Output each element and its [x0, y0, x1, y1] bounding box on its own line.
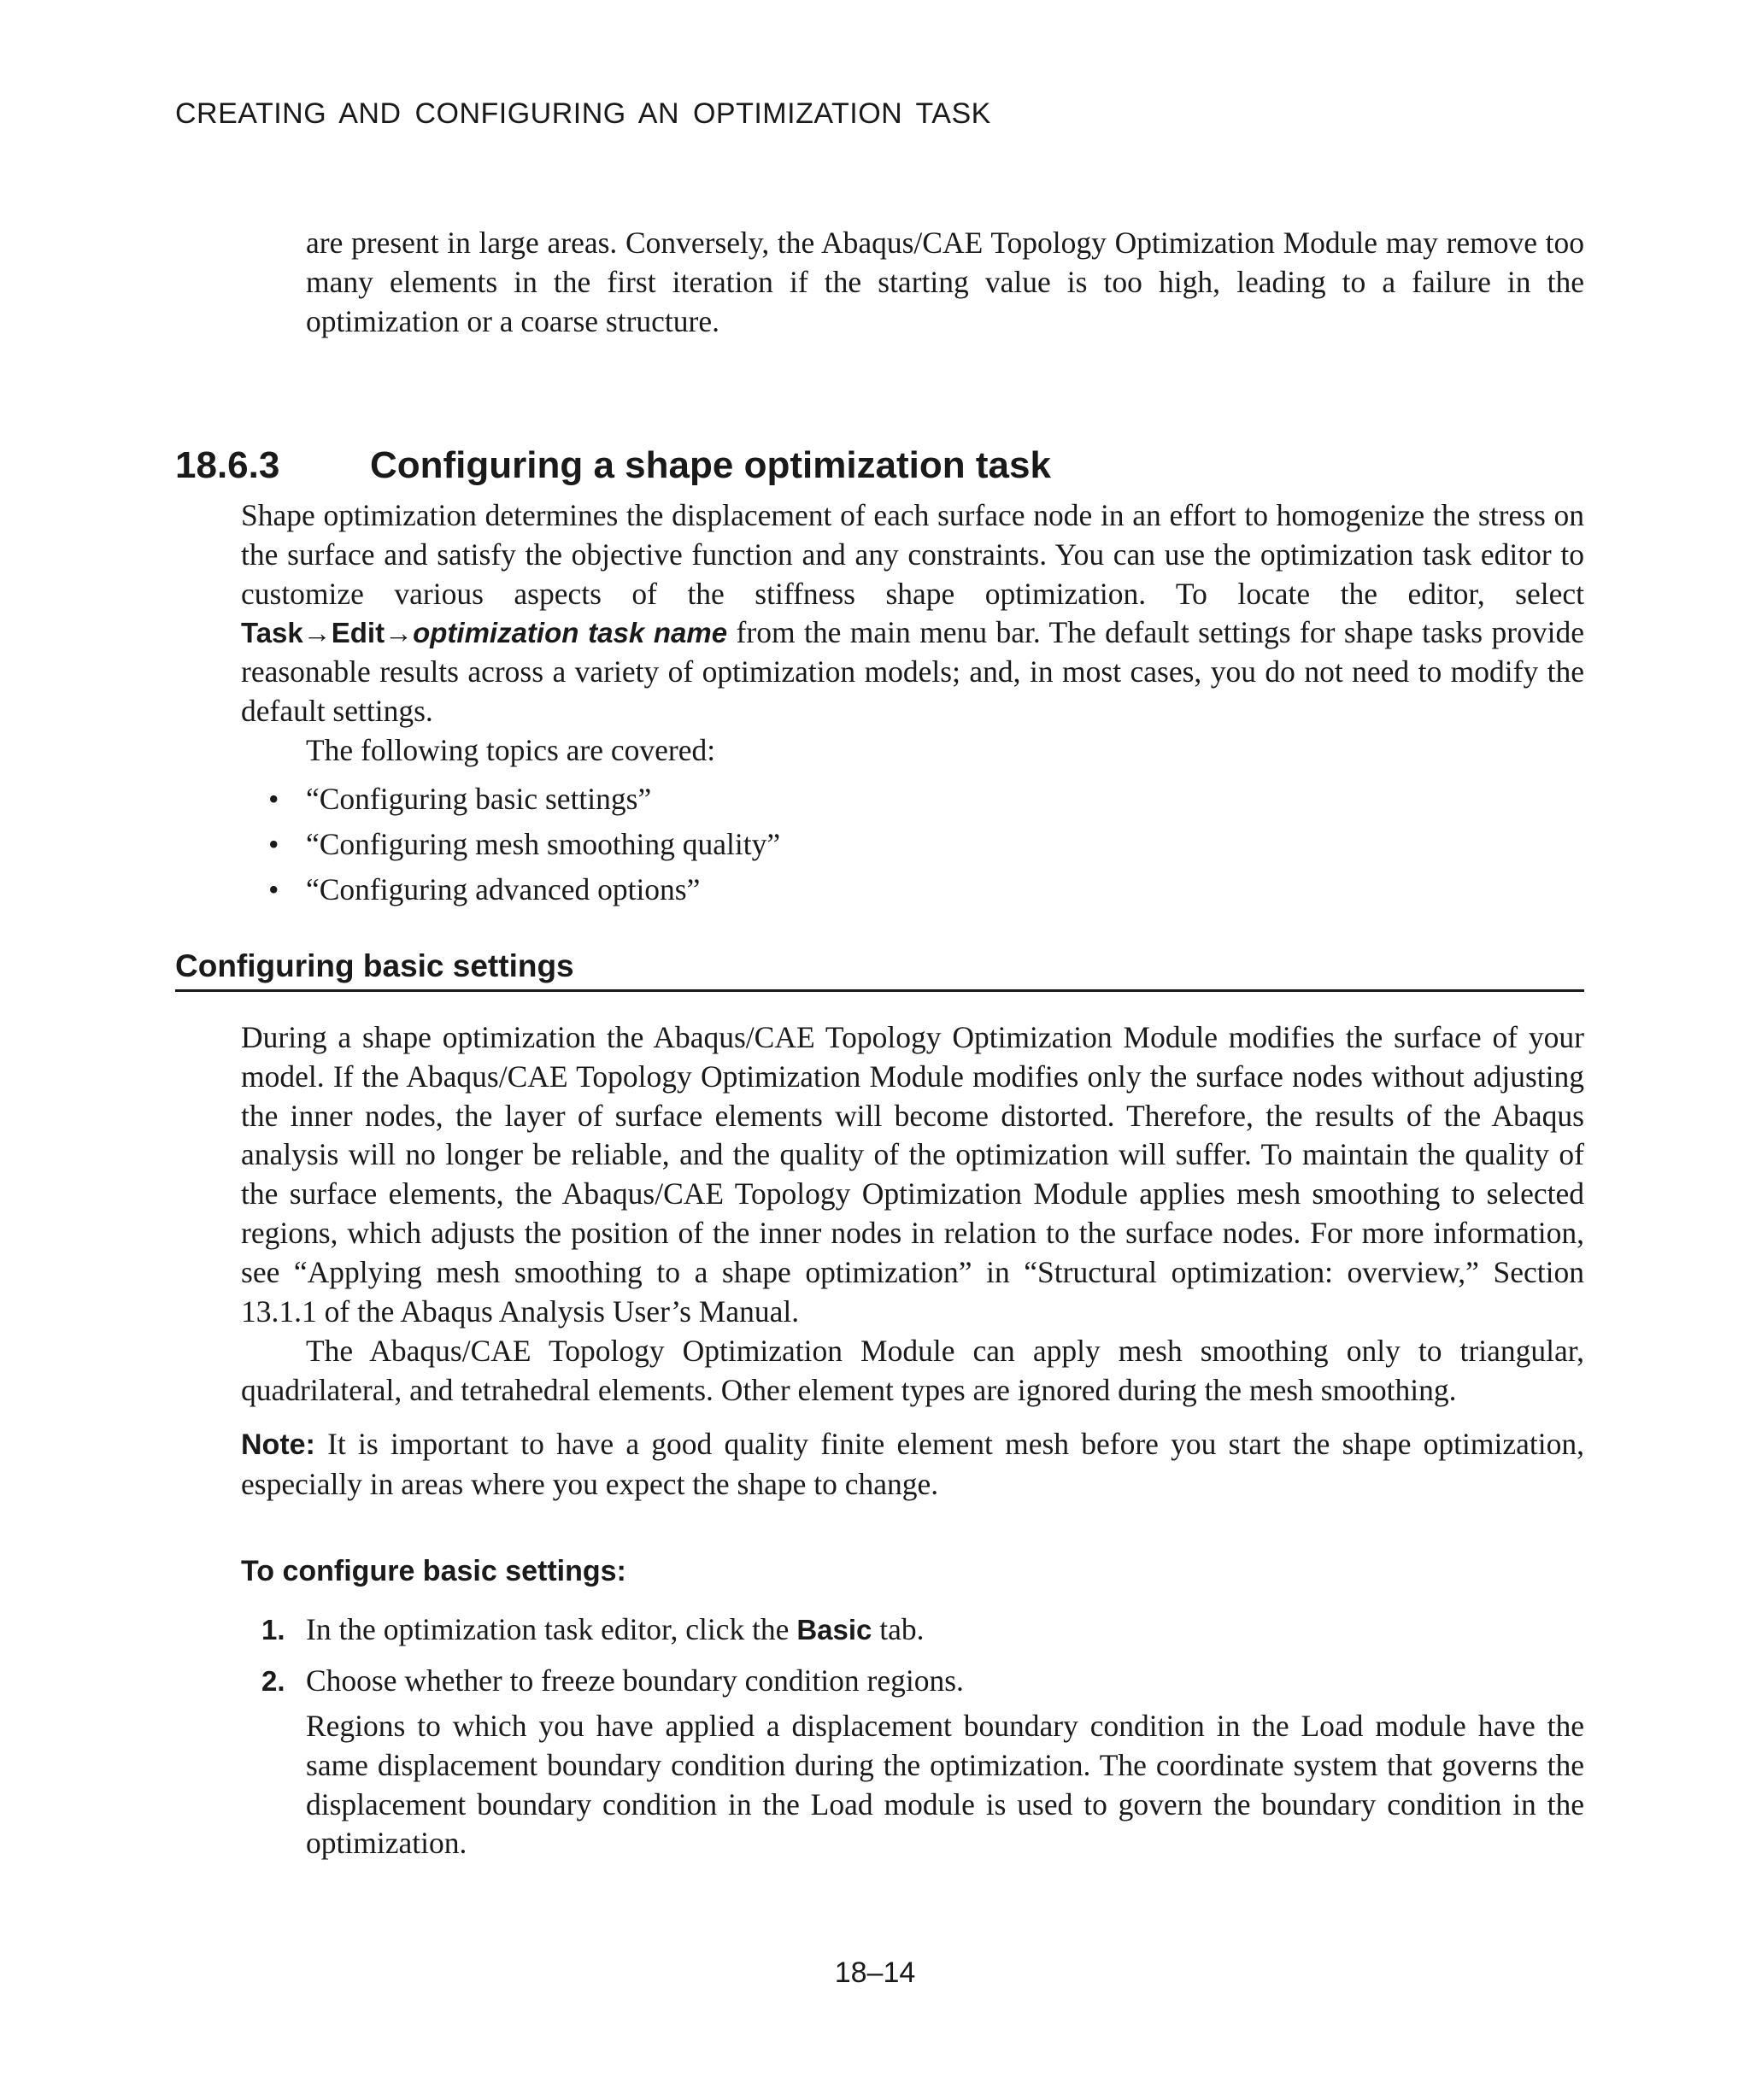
note-text: It is important to have a good quality finite element mesh before you start the shape optimization, especially in areas where you expect the shape to change. — [241, 1427, 1584, 1501]
page-number: 18–14 — [834, 1956, 916, 1989]
list-item — [241, 826, 1437, 871]
procedure-heading: To configure basic settings: — [241, 1555, 626, 1587]
step-text: Choose whether to freeze boundary condition regions. — [306, 1663, 964, 1698]
section-paragraph-part2: from the main menu bar. The default settings for shape tasks provide reasonable results across a variety of optimization models; and, in most cases, you do not need to modify the default settings. — [241, 615, 1584, 728]
topic-link: “Configuring advanced options” — [306, 872, 701, 906]
section-paragraph-part1: Shape optimization determines the displacement of each surface node in an effort to homogenize the stress on the surface and satisfy the objective function and any constraints. You can use the optimization task editor to customize various aspects of the stiffness shape optimization. To locate the editor, select — [241, 498, 1584, 611]
step-text-after: tab. — [879, 1612, 925, 1646]
menu-path: Task→Edit→ — [241, 617, 414, 649]
list-item — [241, 871, 1437, 917]
topics-intro: The following topics are covered: — [306, 733, 716, 767]
list-item — [241, 781, 1437, 826]
topic-link: “Configuring basic settings” — [306, 782, 652, 816]
section-title: Configuring a shape optimization task — [370, 444, 1051, 486]
note-label: Note: — [241, 1428, 315, 1461]
note — [241, 1425, 1584, 1505]
subsection-paragraph-2: The Abaqus/CAE Topology Optimization Module can apply mesh smoothing only to triangular, quadrilateral, and tetrahedral elements. Other element types are ignored during the mesh smoothing. — [241, 1334, 1584, 1407]
procedure-step — [241, 1662, 1584, 1704]
subsection-paragraph: During a shape optimization the Abaqus/CAE Topology Optimization Module modifies the surface of your model. If the Abaqus/CAE Topology Optimization Module modifies only the surface nodes without adjusting the inner nodes, the layer of surface elements will become distorted. Therefore, the results of the Abaqus analysis will no longer be reliable, and the quality of the optimization will suffer. To maintain the quality of the surface elements, the Abaqus/CAE Topology Optimization Module applies mesh smoothing to selected regions, which adjusts the position of the inner nodes in relation to the surface nodes. For more information, see “Applying mesh smoothing to a shape optimization” in “Structural optimization: overview,” Section 13.1.1 of the Abaqus Analysis User’s Manual. — [241, 1020, 1584, 1329]
bullet-icon: • — [268, 872, 279, 906]
menu-path-item: optimization task name — [413, 617, 728, 649]
step-detail: Regions to which you have applied a displacement boundary condition in the Load module have the same displacement boundary condition during the optimization. The coordinate system that governs the displacement boundary condition in the Load module is used to govern the boundary condition in the optimization. — [306, 1709, 1584, 1861]
step-text — [306, 1610, 1584, 1650]
running-head: CREATING AND CONFIGURING AN OPTIMIZATION TASK — [175, 97, 991, 130]
bullet-icon: • — [268, 827, 279, 861]
bullet-icon: • — [268, 782, 279, 816]
basic-tab-label: Basic — [796, 1614, 872, 1645]
intro-paragraph: are present in large areas. Conversely, the Abaqus/CAE Topology Optimization Module may remove too many elements in the first iteration if the starting value is too high, leading to a failure in the optimization or a coarse structure. — [306, 226, 1584, 338]
subsection-heading: Configuring basic settings — [175, 948, 1584, 992]
procedure-step — [241, 1610, 1584, 1653]
step-number: 2. — [261, 1665, 285, 1697]
section-heading — [175, 444, 1051, 487]
section-number: 18.6.3 — [175, 444, 280, 486]
topics-list — [241, 781, 1437, 917]
section-paragraph — [241, 496, 1584, 731]
step-text-before: In the optimization task editor, click the — [306, 1612, 790, 1646]
topic-link: “Configuring mesh smoothing quality” — [306, 827, 781, 861]
step-number: 1. — [261, 1614, 285, 1645]
